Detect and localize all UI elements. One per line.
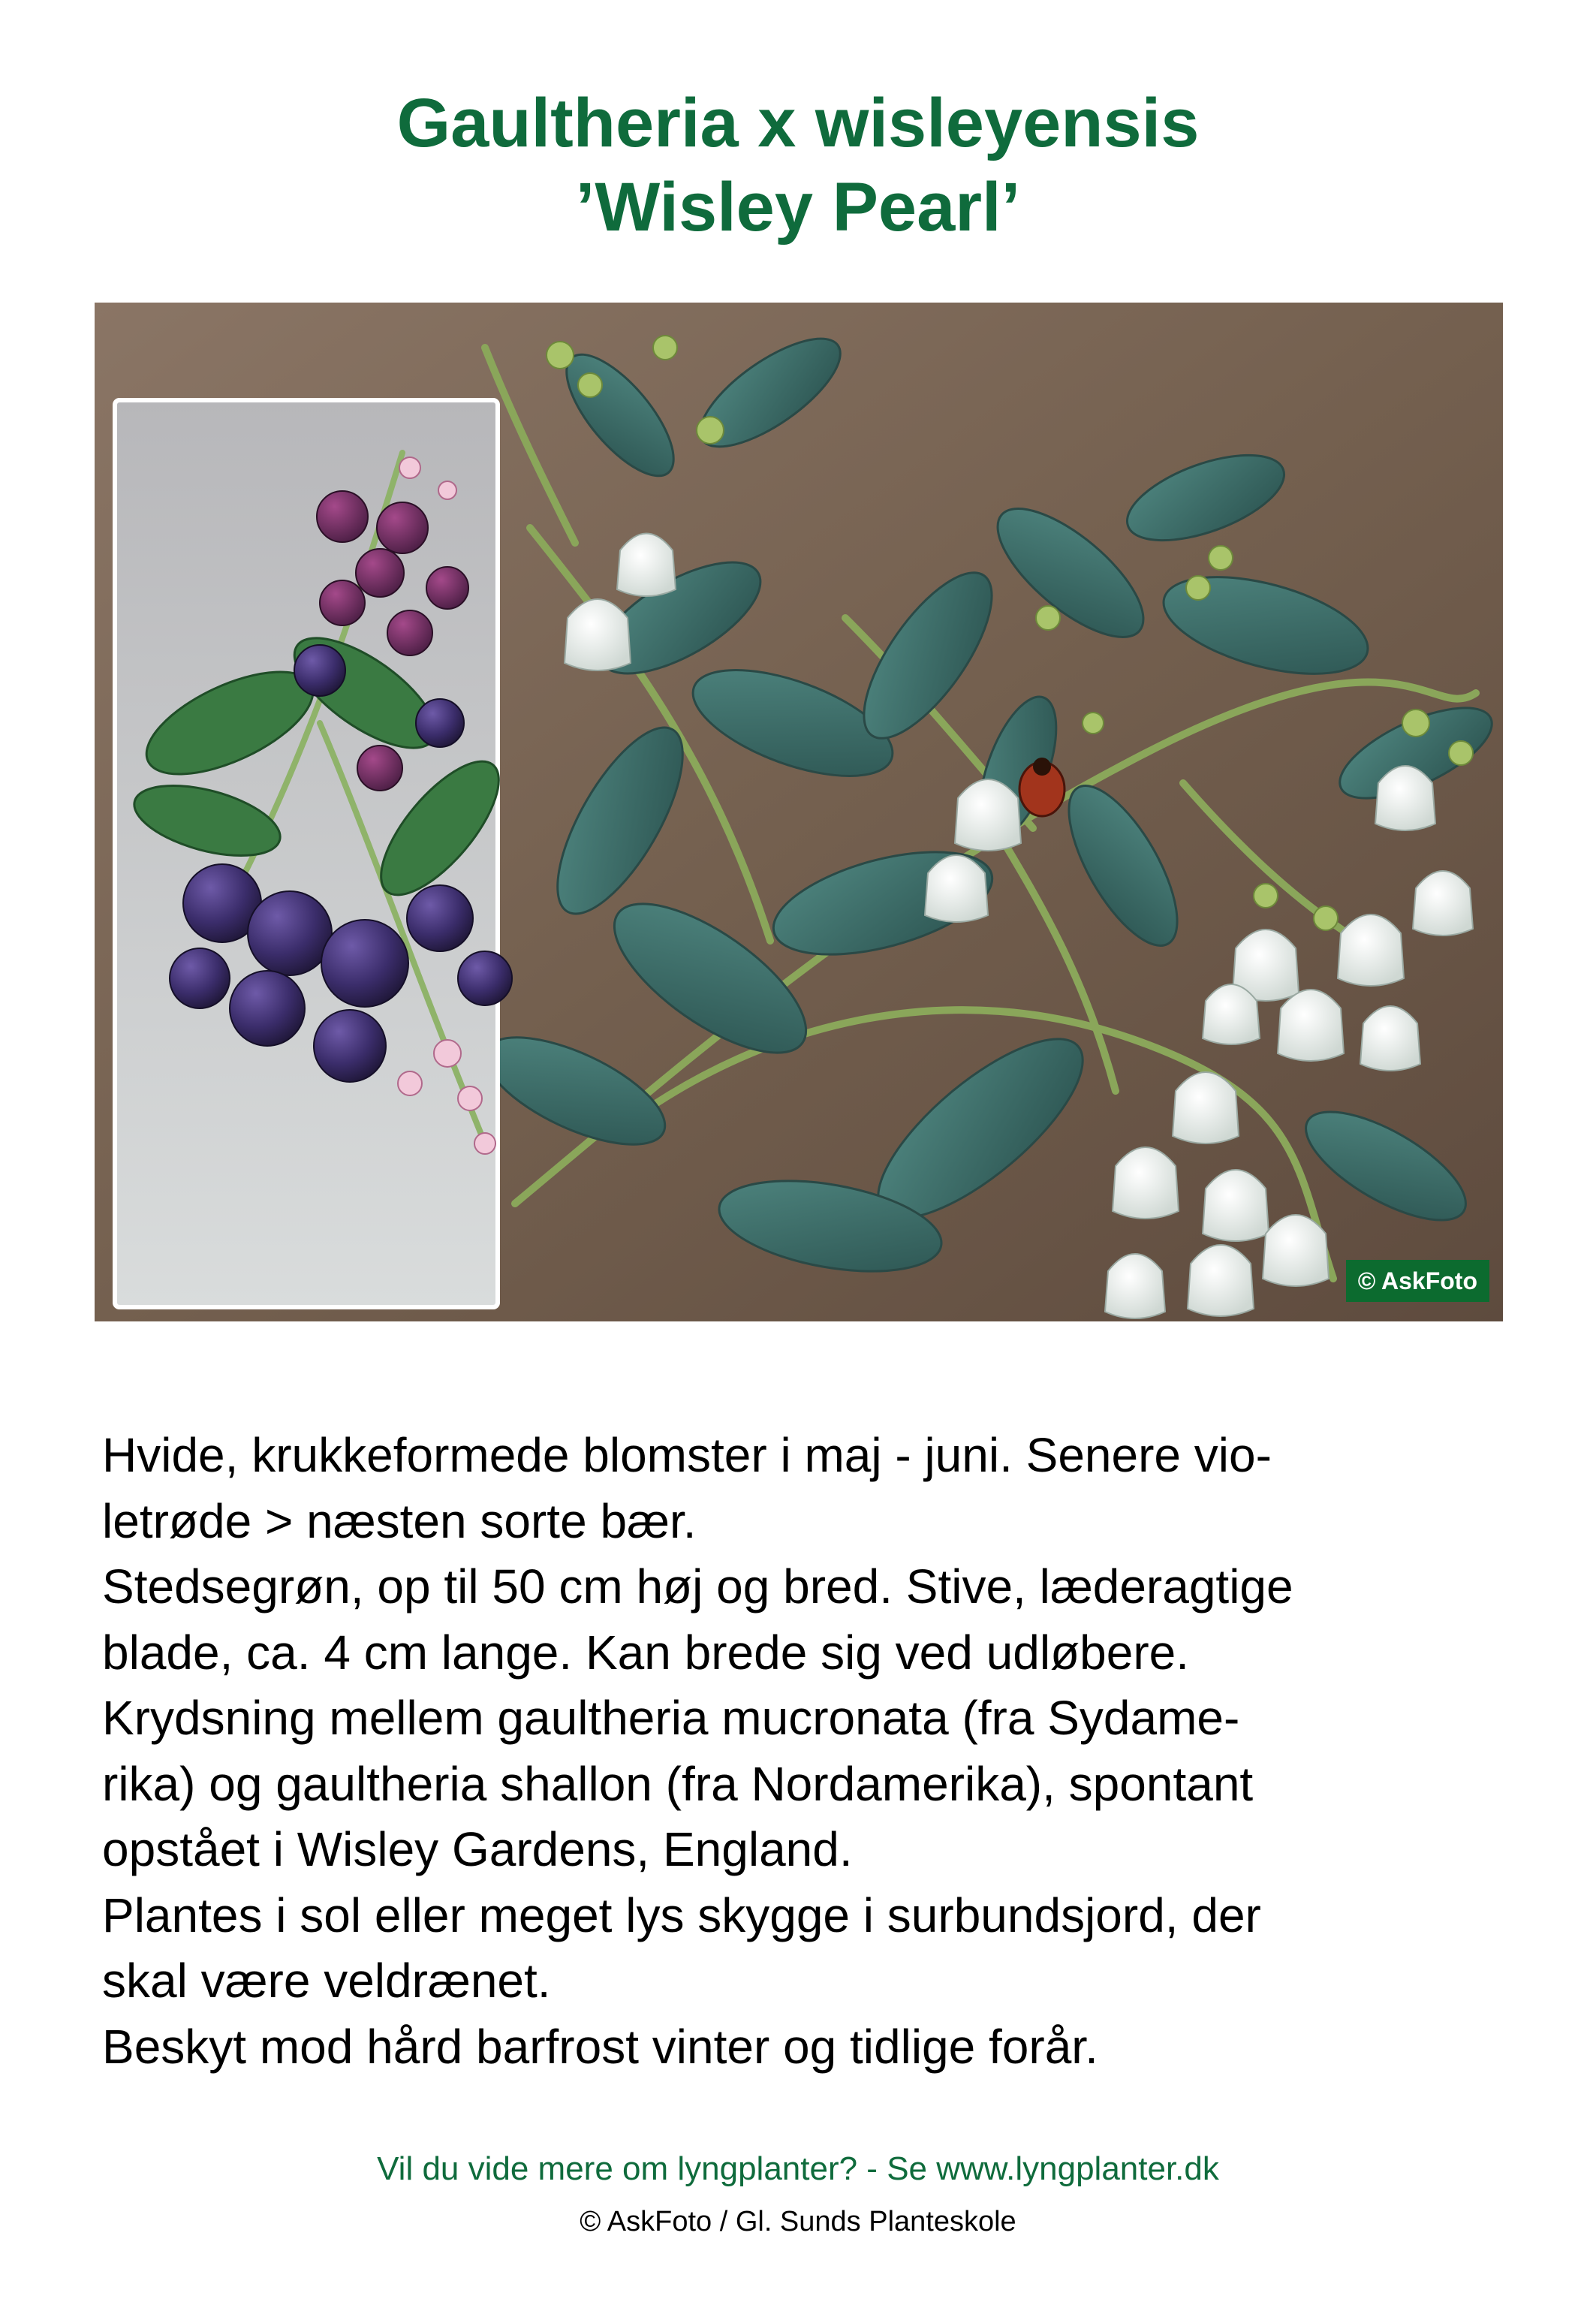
plant-photo [95, 303, 1503, 1321]
title-line-1: Gaultheria x wisleyensis [396, 85, 1200, 161]
description-line: skal være veldrænet. [102, 1954, 551, 2008]
plant-photo-illustration [95, 303, 1503, 1321]
description-line: opstået i Wisley Gardens, England. [102, 1822, 853, 1876]
description-line: Beskyt mod hård barfrost vinter og tidlige forår. [102, 2019, 1098, 2074]
description-line: Plantes i sol eller meget lys skygge i surbundsjord, der [102, 1888, 1261, 1942]
title-line-2: ’Wisley Pearl’ [575, 169, 1021, 246]
description [102, 1423, 1513, 2080]
description-line: rika) og gaultheria shallon (fra Nordamerika), spontant [102, 1756, 1254, 1811]
footer-website-link[interactable]: Vil du vide mere om lyngplanter? - Se www.lyngplanter.dk [377, 2150, 1219, 2187]
description-line: letrøde > næsten sorte bær. [102, 1493, 697, 1548]
page-title [0, 81, 1596, 249]
inset-berry-photo [115, 400, 518, 1307]
photo-credit-badge: © AskFoto [1346, 1260, 1489, 1302]
description-line: Krydsning mellem gaultheria mucronata (fra Sydame- [102, 1691, 1240, 1745]
footer-credit: © AskFoto / Gl. Sunds Planteskole [580, 2206, 1016, 2237]
description-line: Hvide, krukkeformede blomster i maj - juni. Senere vio- [102, 1428, 1272, 1482]
description-line: Stedsegrøn, op til 50 cm høj og bred. Stive, læderagtige [102, 1559, 1293, 1614]
description-line: blade, ca. 4 cm lange. Kan brede sig ved udløbere. [102, 1625, 1189, 1680]
